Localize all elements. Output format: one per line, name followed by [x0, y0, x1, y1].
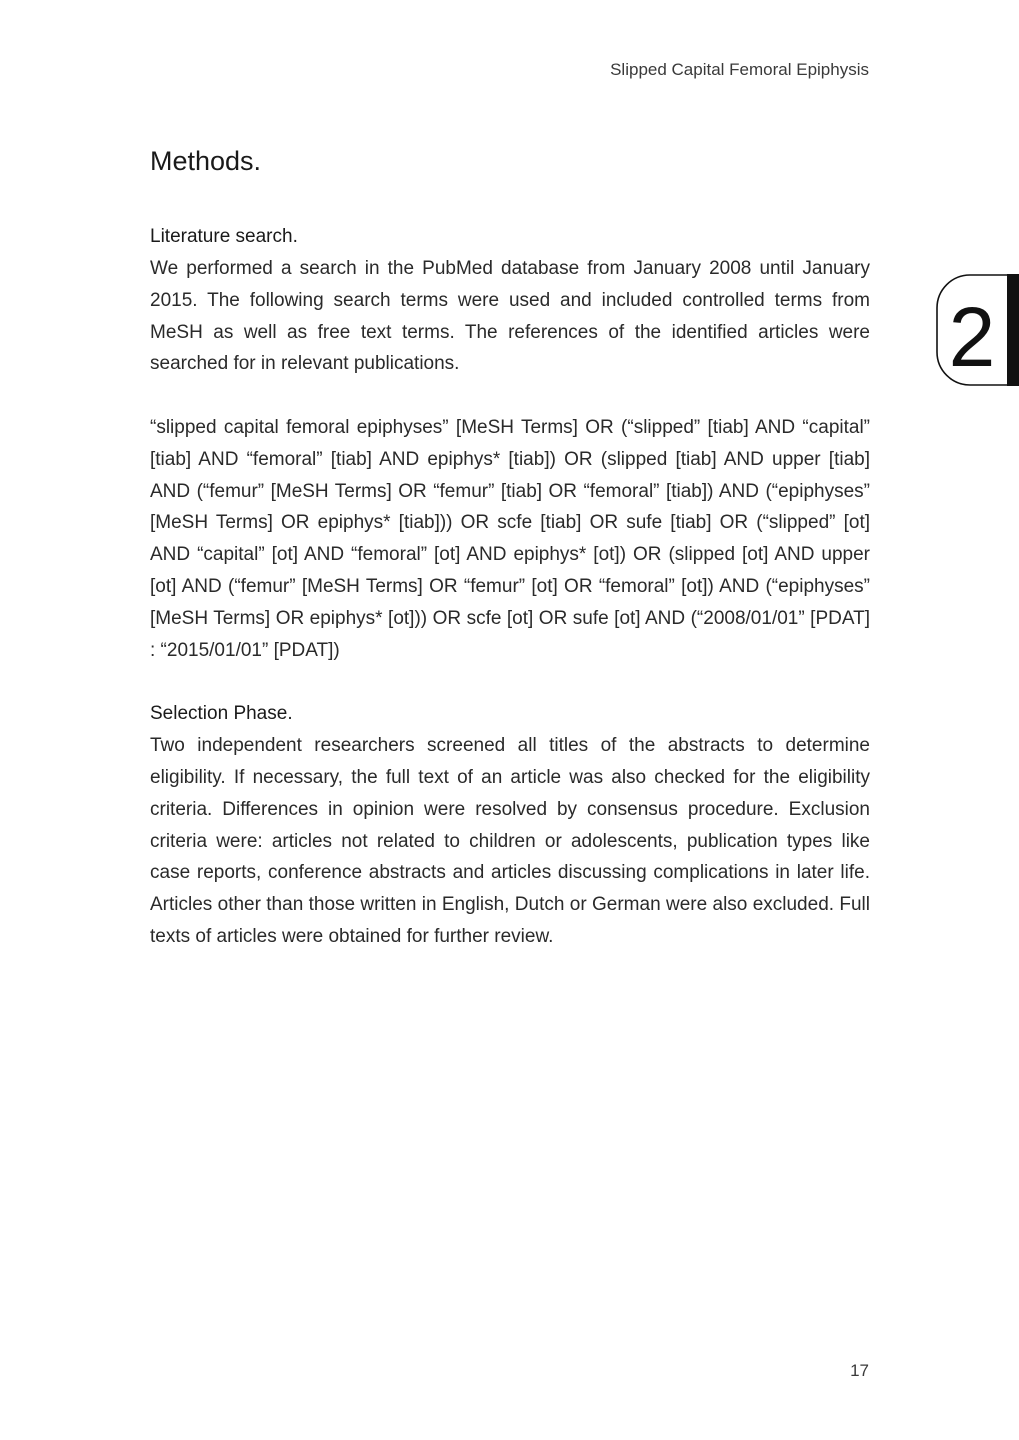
selection-phase-heading: Selection Phase.	[150, 703, 293, 725]
running-header: Slipped Capital Femoral Epiphysis	[610, 60, 869, 79]
chapter-tab	[936, 274, 1019, 386]
section-title: Methods.	[150, 146, 262, 176]
chapter-tab-graphic	[936, 274, 1019, 386]
selection-phase-paragraph: Two independent researchers screened all titles of the abstracts to determine eligibility. If necessary, the full text of an article was also checked for the eligibility criteria. Differences in opinion were resolved by consensus procedure. Exclusion criteria were: articles not related to children or adolescents, publication types like case reports, conference abstracts and articles discussing complications in later life. Articles other than those written in English, Dutch or German were also excluded. Full texts of articles were obtained for further review.	[150, 735, 870, 947]
literature-search-heading: Literature search.	[150, 226, 298, 247]
main-content	[150, 143, 870, 953]
literature-search-paragraph: We performed a search in the PubMed database from January 2008 until January 2015. The following search terms were used and included controlled terms from MeSH as well as free text terms. The references of the identified articles were searched for in relevant publications.	[150, 258, 870, 375]
chapter-number: 2	[948, 290, 996, 384]
chapter-tab-bar	[1007, 274, 1019, 386]
search-query: “slipped capital femoral epiphyses” [MeSH Terms] OR (“slipped” [tiab] AND “capital” [tiab] AND “femoral” [tiab] AND epiphys* [tiab]) OR (slipped [tiab] AND upper [tiab] AND (“femur” [MeSH Terms] OR “femur” [tiab] OR “femoral” [tiab]) AND (“epiphyses” [MeSH Terms] OR epiphys* [tiab])) OR scfe [tiab] OR sufe [tiab] OR (“slipped” [ot] AND “capital” [ot] AND “femoral” [ot] AND epiphys* [ot]) OR (slipped [ot] AND upper [ot] AND (“femur” [MeSH Terms] OR “femur” [ot] OR “femoral” [ot]) AND (“epiphyses” [MeSH Terms] OR epiphys* [ot])) OR scfe [ot] OR sufe [ot] AND (“2008/01/01” [PDAT] : “2015/01/01” [PDAT])	[150, 416, 870, 661]
page-number: 17	[850, 1361, 869, 1380]
